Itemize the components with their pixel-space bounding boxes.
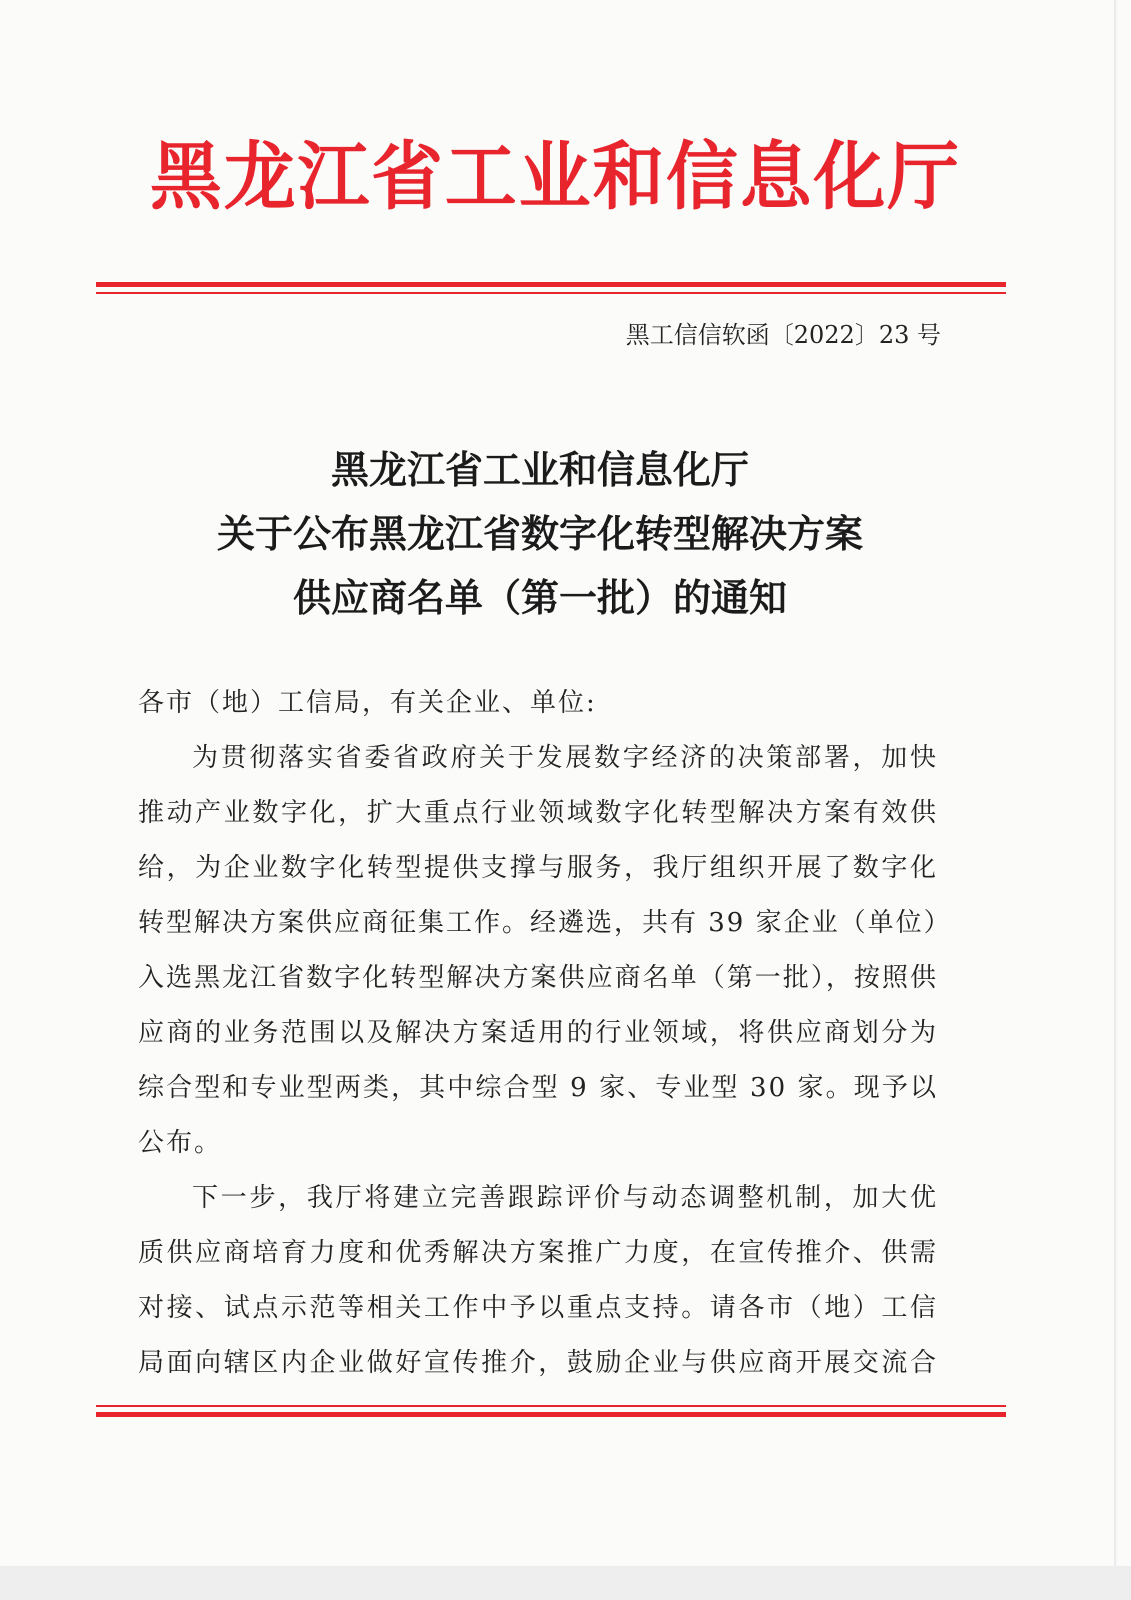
body-line: 入选黑龙江省数字化转型解决方案供应商名单（第一批），按照供 [138,963,938,993]
body-line: 下一步，我厅将建立完善跟踪评价与动态调整机制，加大优 [192,1183,938,1213]
paragraph-2 [138,1171,938,1391]
footer-rule-thin [96,1405,1006,1407]
body-line: 给，为企业数字化转型提供支撑与服务，我厅组织开展了数字化 [138,853,938,883]
body-line: 质供应商培育力度和优秀解决方案推广力度，在宣传推介、供需 [138,1238,938,1268]
letterhead-rule-thin [96,292,1006,294]
body-line: 局面向辖区内企业做好宣传推介，鼓励企业与供应商开展交流合 [138,1348,938,1378]
body-line: 推动产业数字化，扩大重点行业领域数字化转型解决方案有效供 [138,798,938,828]
body-line: 综合型和专业型两类，其中综合型 9 家、专业型 30 家。现予以 [138,1073,938,1103]
body-line: 对接、试点示范等相关工作中予以重点支持。请各市（地）工信 [138,1293,938,1323]
body-line: 转型解决方案供应商征集工作。经遴选，共有 39 家企业（单位） [138,908,952,938]
document-body [138,676,952,1391]
body-line: 公布。 [138,1128,223,1158]
page-edge-shadow [1114,0,1117,1600]
letterhead-rule-thick [96,282,1006,287]
title-line: 供应商名单（第一批）的通知 [292,575,787,620]
body-line: 应商的业务范围以及解决方案适用的行业领域，将供应商划分为 [138,1018,938,1048]
title-line: 黑龙江省工业和信息化厅 [330,447,749,492]
body-line: 为贯彻落实省委省政府关于发展数字经济的决策部署，加快 [192,743,938,773]
letterhead-org-name: 黑龙江省工业和信息化厅 [150,134,961,220]
document-title [0,438,1080,630]
scan-bottom-strip [0,1566,1131,1600]
document-number: 黑工信信软函〔2022〕23 号 [625,321,941,349]
salutation: 各市（地）工信局，有关企业、单位: [138,688,597,718]
paragraph-1 [138,731,952,1171]
footer-rule-thick [96,1412,1006,1417]
title-line: 关于公布黑龙江省数字化转型解决方案 [216,511,863,556]
